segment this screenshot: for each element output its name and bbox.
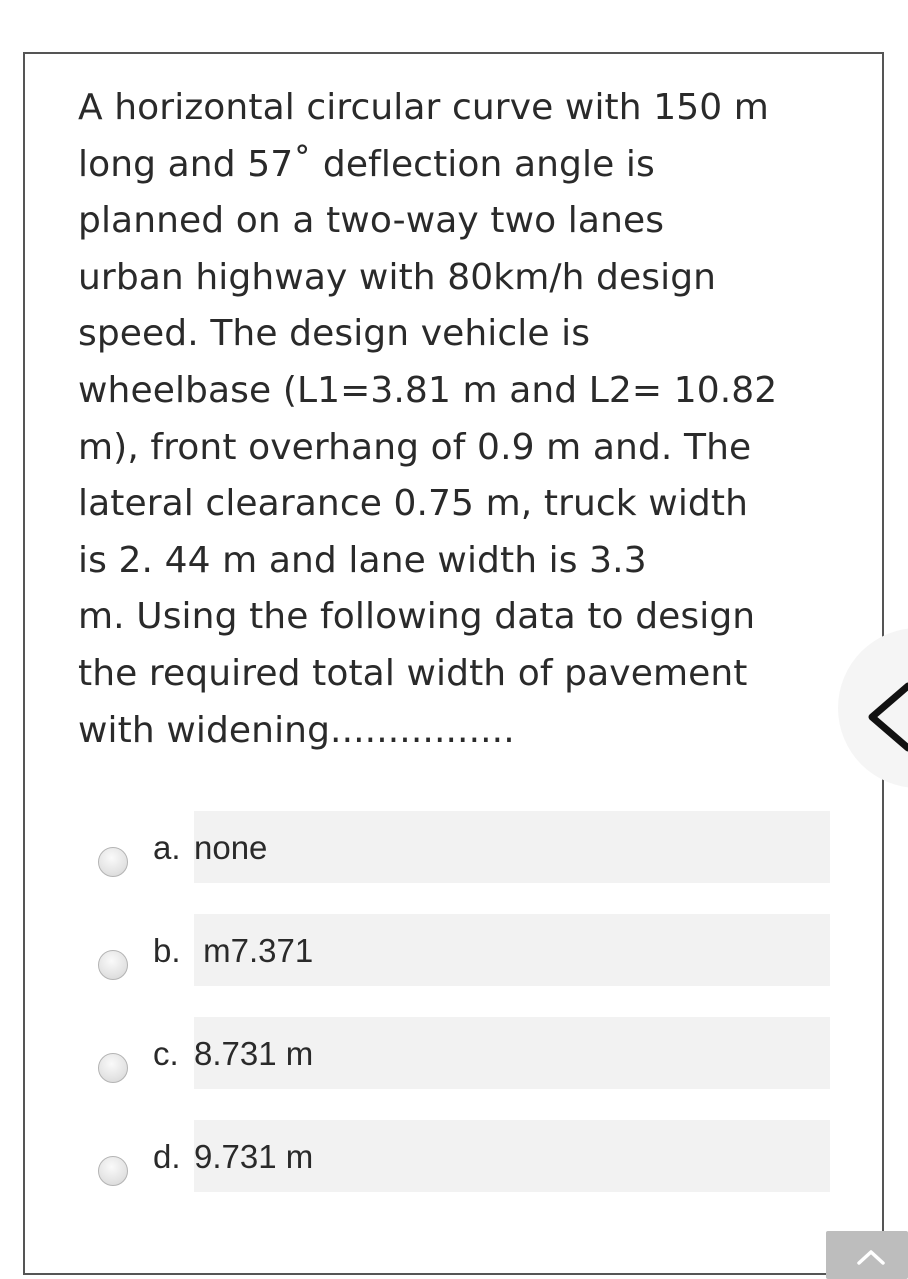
answer-option-a[interactable] — [96, 829, 832, 903]
radio-button-d[interactable] — [98, 1156, 128, 1186]
radio-button-c[interactable] — [98, 1053, 128, 1083]
answer-option-label: m7.371 — [194, 932, 314, 969]
answer-option-letter: b. — [153, 932, 181, 969]
chevron-left-icon[interactable] — [864, 682, 908, 752]
answer-option-c[interactable] — [96, 1035, 832, 1109]
answer-option-label: 9.731 m — [194, 1138, 314, 1175]
question-text — [78, 80, 838, 759]
answer-option-b[interactable] — [96, 932, 832, 1006]
question-line: the required total width of pavement — [78, 652, 748, 694]
answer-option-label: none — [194, 829, 268, 866]
answer-option-box — [194, 811, 830, 883]
question-line: with widening................ — [78, 709, 515, 751]
question-line: long and 57˚ deflection angle is — [78, 143, 655, 185]
answer-option-label: 8.731 m — [194, 1035, 314, 1072]
radio-button-b[interactable] — [98, 950, 128, 980]
question-line: is 2. 44 m and lane width is 3.3 — [78, 539, 647, 581]
answer-option-d[interactable] — [96, 1138, 832, 1212]
scroll-to-top-button[interactable] — [826, 1231, 908, 1279]
answer-option-letter: a. — [153, 829, 181, 866]
question-line: m), front overhang of 0.9 m and. The — [78, 426, 752, 468]
question-line: wheelbase (L1=3.81 m and L2= 10.82 — [78, 369, 778, 411]
answer-option-letter: d. — [153, 1138, 181, 1175]
question-line: speed. The design vehicle is — [78, 313, 591, 355]
question-line: A horizontal circular curve with 150 m — [78, 87, 769, 128]
question-line: urban highway with 80km/h design — [78, 256, 717, 298]
chevron-up-icon — [856, 1249, 886, 1265]
question-line: m. Using the following data to design — [78, 596, 756, 638]
question-line: planned on a two-way two lanes — [78, 200, 665, 242]
question-line: lateral clearance 0.75 m, truck width — [78, 483, 748, 525]
radio-button-a[interactable] — [98, 847, 128, 877]
answer-option-letter: c. — [153, 1035, 179, 1072]
